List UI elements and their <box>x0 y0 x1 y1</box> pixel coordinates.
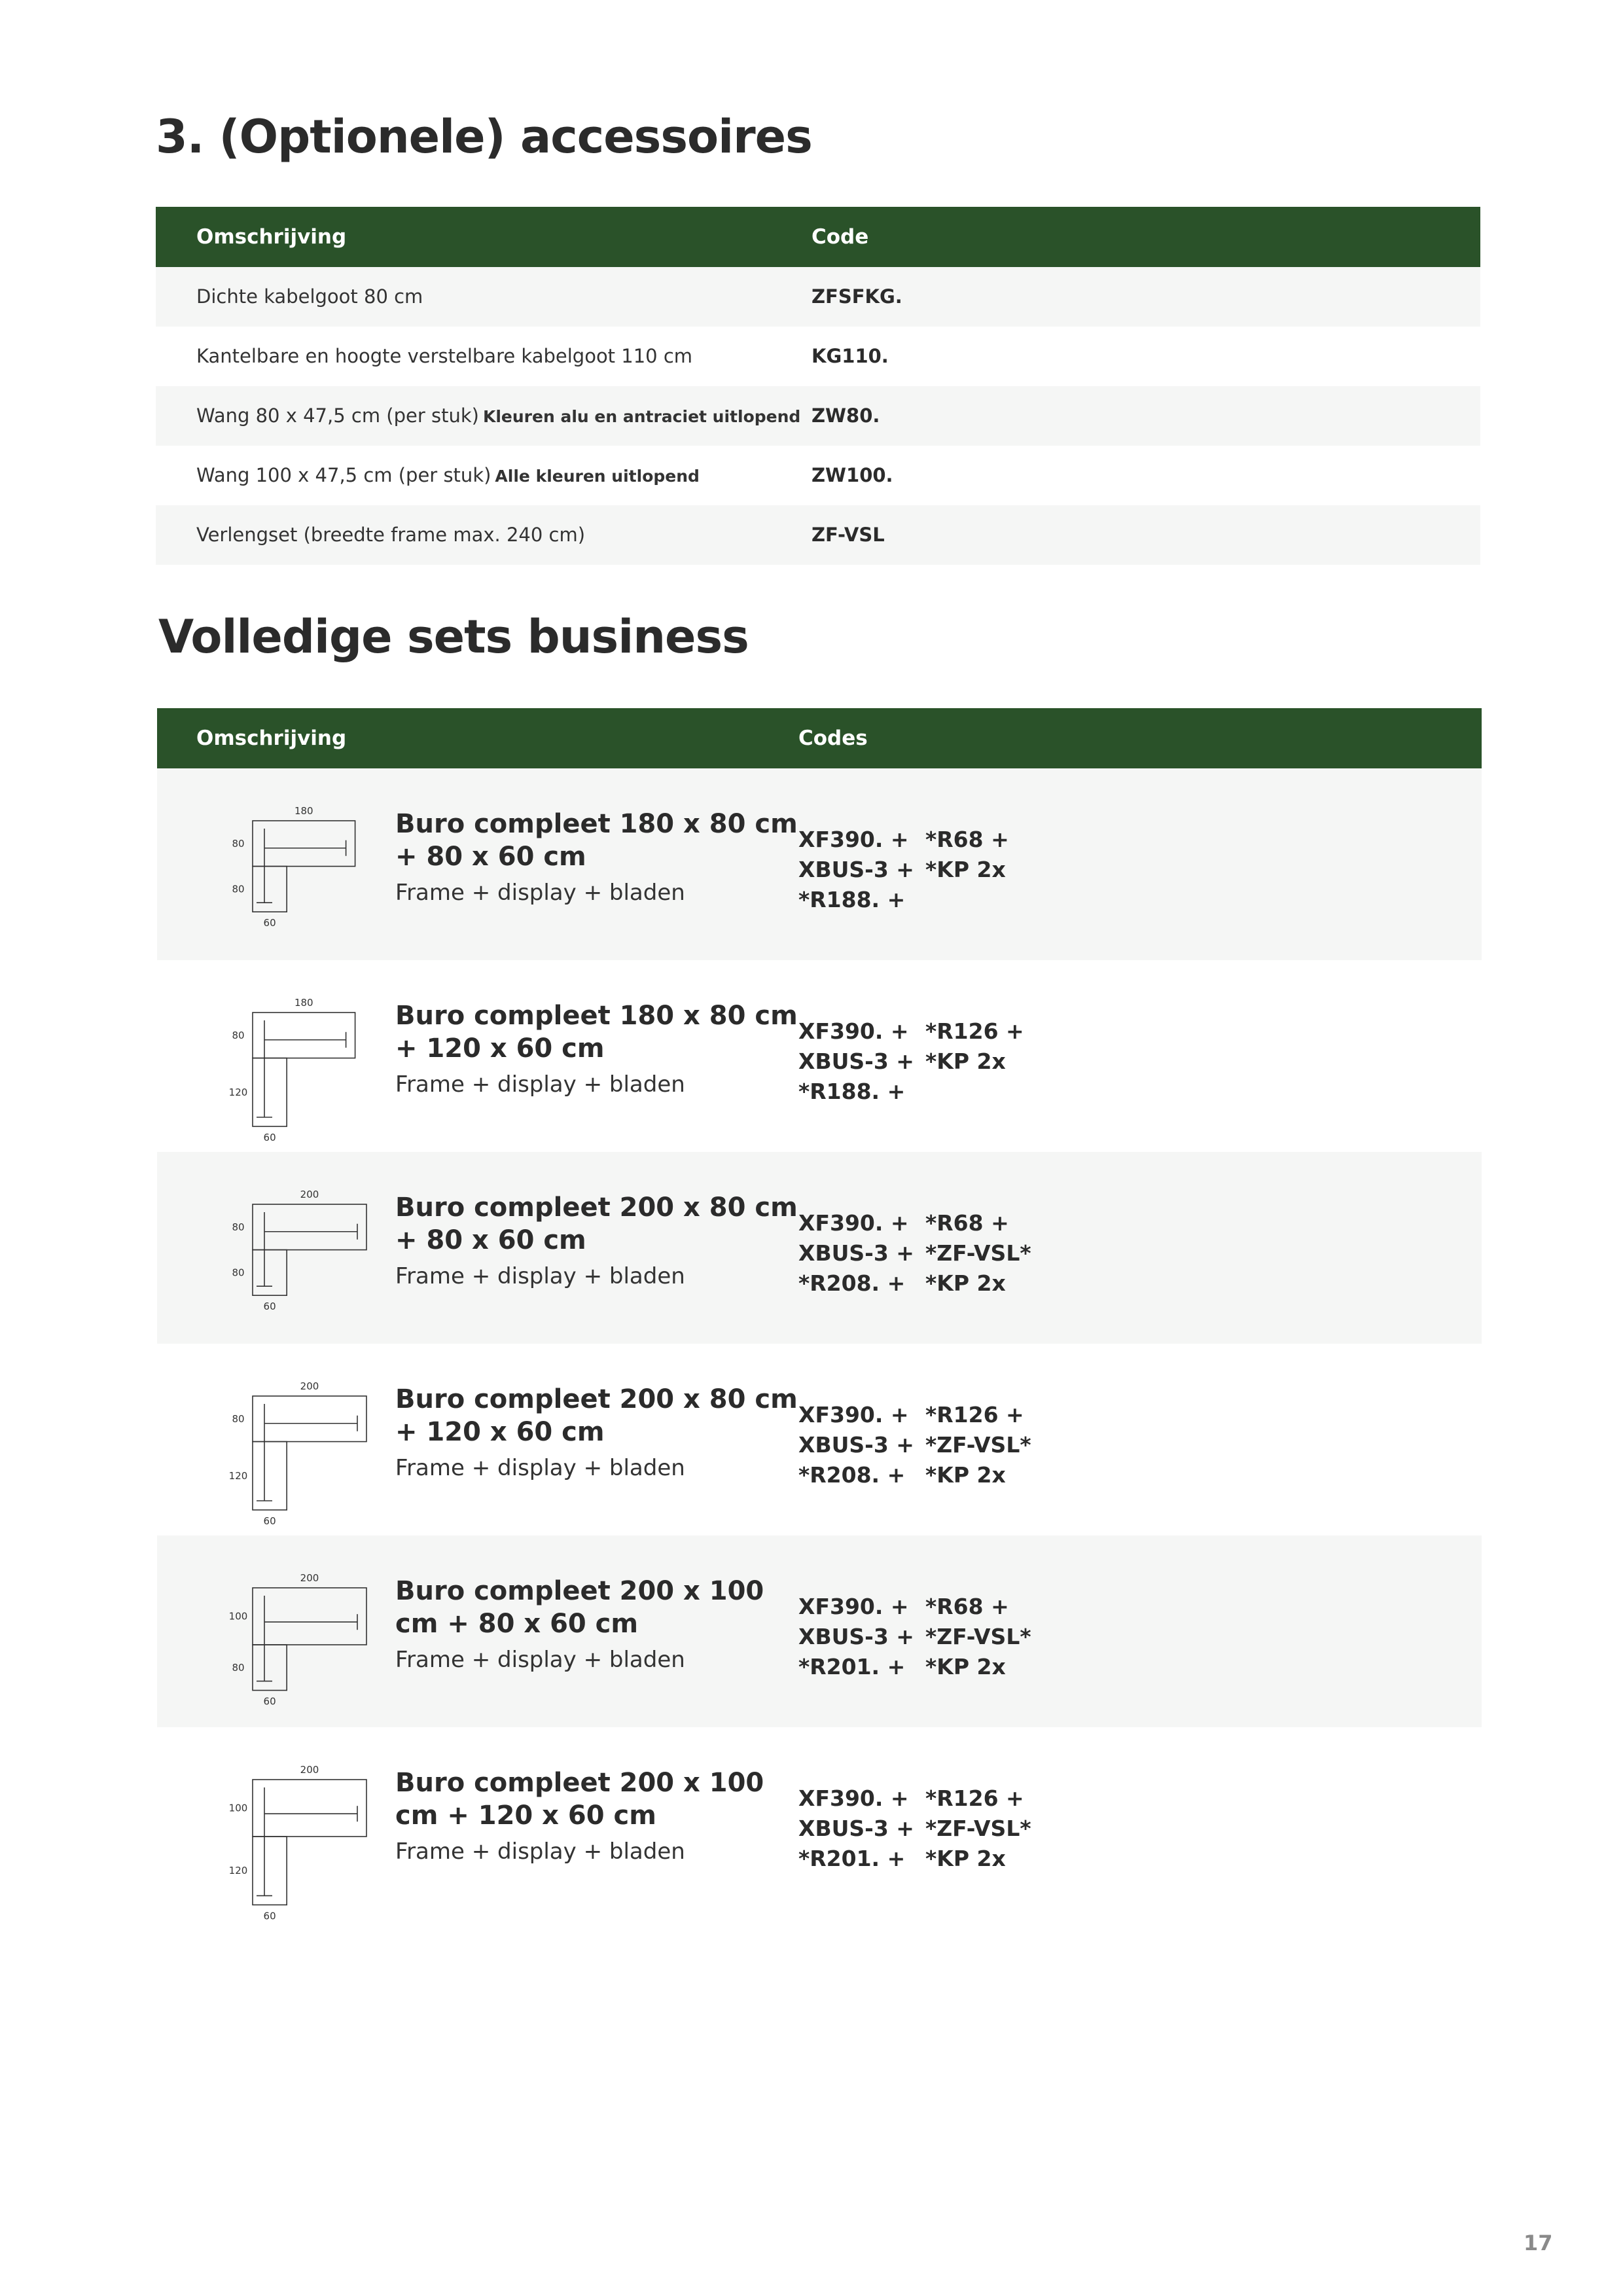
depth-label: 80 <box>232 837 245 850</box>
extension-length-label: 120 <box>228 1865 248 1877</box>
extension-desk-outline <box>253 867 287 912</box>
set-subtitle: Frame + display + bladen <box>395 1263 685 1289</box>
row-code: ZF-VSL <box>812 524 885 546</box>
desk-layout-diagram <box>200 795 370 952</box>
set-code: *R188. + <box>798 887 906 912</box>
row-description: Wang 80 x 47,5 cm (per stuk) Kleuren alu en antraciet uitlopend <box>196 404 801 427</box>
extension-desk-outline <box>253 1442 287 1510</box>
set-code: *R201. + <box>798 1846 906 1871</box>
row-code: ZW100. <box>812 464 893 486</box>
set-code: *R208. + <box>798 1270 906 1296</box>
set-codes-column <box>798 1208 914 1299</box>
set-code: XF390. + <box>798 1785 909 1811</box>
set-code: *ZF-VSL* <box>925 1816 1031 1841</box>
table-row <box>156 505 1480 565</box>
set-row <box>157 768 1482 960</box>
extension-width-label: 60 <box>263 917 276 929</box>
set-codes-column <box>798 1400 914 1490</box>
set-code: *R68 + <box>925 1594 1009 1619</box>
set-subtitle: Frame + display + bladen <box>395 1647 685 1673</box>
set-title: Buro compleet 200 x 100 cm + 120 x 60 cm <box>395 1768 764 1831</box>
set-row <box>157 1344 1482 1535</box>
desk-layout-diagram <box>200 1562 370 1719</box>
sets-table <box>157 708 1482 1922</box>
row-code: KG110. <box>812 345 889 367</box>
depth-label: 80 <box>232 1221 245 1233</box>
set-subtitle: Frame + display + bladen <box>395 880 685 906</box>
main-desk-outline <box>253 1780 366 1837</box>
set-codes-column <box>925 825 1009 885</box>
sets-table-header <box>157 708 1482 768</box>
row-note: Alle kleuren uitlopend <box>495 467 700 486</box>
set-code: *R126 + <box>925 1402 1024 1427</box>
extension-width-label: 60 <box>263 1515 276 1527</box>
extension-length-label: 80 <box>232 1661 245 1674</box>
set-code: XBUS-3 + <box>798 1624 914 1649</box>
set-code: *KP 2x <box>925 857 1006 882</box>
set-code: XF390. + <box>798 1594 909 1619</box>
set-row <box>157 1535 1482 1727</box>
set-codes-column <box>925 1016 1024 1077</box>
main-desk-outline <box>253 1013 355 1058</box>
row-note: Kleuren alu en antraciet uitlopend <box>482 407 801 426</box>
set-code: XF390. + <box>798 827 909 852</box>
set-code: XF390. + <box>798 1018 909 1044</box>
main-desk-outline <box>253 1396 366 1442</box>
extension-desk-outline <box>253 1058 287 1126</box>
table-row <box>156 386 1480 446</box>
set-code: *KP 2x <box>925 1654 1006 1679</box>
set-code: *R201. + <box>798 1654 906 1679</box>
set-codes-column <box>798 825 914 915</box>
set-subtitle: Frame + display + bladen <box>395 1839 685 1865</box>
depth-label: 100 <box>228 1610 248 1623</box>
set-code: *R126 + <box>925 1018 1024 1044</box>
set-codes-column <box>925 1784 1031 1874</box>
accessories-table <box>156 207 1480 565</box>
set-code: *KP 2x <box>925 1846 1006 1871</box>
width-label: 200 <box>300 1380 319 1392</box>
set-title: Buro compleet 180 x 80 cm + 120 x 60 cm <box>395 1001 798 1064</box>
set-codes-column <box>925 1208 1031 1299</box>
set-code: XBUS-3 + <box>798 1816 914 1841</box>
section-title-sets: Volledige sets business <box>158 610 749 664</box>
main-desk-outline <box>253 1204 366 1250</box>
set-code: *R208. + <box>798 1462 906 1488</box>
desk-layout-diagram <box>200 1178 370 1335</box>
accessories-table-header <box>156 207 1480 267</box>
extension-width-label: 60 <box>263 1132 276 1143</box>
table-row <box>156 446 1480 505</box>
desk-layout-diagram <box>200 1370 370 1527</box>
column-header-description: Omschrijving <box>196 726 347 750</box>
main-desk-outline <box>253 1588 366 1645</box>
set-row <box>157 960 1482 1152</box>
set-code: XBUS-3 + <box>798 1049 914 1074</box>
set-code: XBUS-3 + <box>798 1432 914 1458</box>
width-label: 200 <box>300 1764 319 1776</box>
set-code: *R126 + <box>925 1785 1024 1811</box>
extension-length-label: 120 <box>228 1469 248 1482</box>
page-number: 17 <box>1524 2231 1553 2255</box>
set-title: Buro compleet 200 x 100 cm + 80 x 60 cm <box>395 1576 764 1639</box>
extension-length-label: 80 <box>232 1266 245 1279</box>
extension-width-label: 60 <box>263 1910 276 1922</box>
desk-layout-diagram <box>200 986 370 1143</box>
column-header-description: Omschrijving <box>196 225 347 249</box>
row-description: Verlengset (breedte frame max. 240 cm) <box>196 524 586 546</box>
set-codes-column <box>925 1592 1031 1682</box>
set-code: *R68 + <box>925 1210 1009 1236</box>
row-description: Kantelbare en hoogte verstelbare kabelgoot 110 cm <box>196 345 693 367</box>
depth-label: 80 <box>232 1412 245 1425</box>
width-label: 180 <box>294 805 313 817</box>
set-code: *KP 2x <box>925 1270 1006 1296</box>
width-label: 200 <box>300 1572 319 1584</box>
extension-desk-outline <box>253 1837 287 1905</box>
set-code: *ZF-VSL* <box>925 1624 1031 1649</box>
set-code: *R188. + <box>798 1079 906 1104</box>
extension-width-label: 60 <box>263 1695 276 1708</box>
set-code: *R68 + <box>925 827 1009 852</box>
column-header-codes: Codes <box>798 726 868 750</box>
width-label: 200 <box>300 1189 319 1200</box>
extension-length-label: 120 <box>228 1086 248 1098</box>
row-description: Wang 100 x 47,5 cm (per stuk) Alle kleuren uitlopend <box>196 464 700 486</box>
sets-rows <box>157 768 1482 1922</box>
row-code: ZFSFKG. <box>812 285 902 308</box>
set-code: *ZF-VSL* <box>925 1240 1031 1266</box>
set-title: Buro compleet 180 x 80 cm + 80 x 60 cm <box>395 809 798 872</box>
row-code: ZW80. <box>812 404 880 427</box>
set-subtitle: Frame + display + bladen <box>395 1071 685 1098</box>
set-codes-column <box>798 1016 914 1107</box>
row-description: Dichte kabelgoot 80 cm <box>196 285 423 308</box>
desk-layout-diagram <box>200 1753 370 1922</box>
set-title: Buro compleet 200 x 80 cm + 120 x 60 cm <box>395 1384 798 1447</box>
set-row <box>157 1152 1482 1344</box>
section-title-accessories: 3. (Optionele) accessoires <box>156 110 812 164</box>
extension-width-label: 60 <box>263 1300 276 1313</box>
set-code: XBUS-3 + <box>798 1240 914 1266</box>
depth-label: 100 <box>228 1802 248 1814</box>
extension-length-label: 80 <box>232 883 245 895</box>
set-code: *KP 2x <box>925 1049 1006 1074</box>
depth-label: 80 <box>232 1029 245 1041</box>
table-row <box>156 327 1480 386</box>
set-title: Buro compleet 200 x 80 cm + 80 x 60 cm <box>395 1193 798 1255</box>
width-label: 180 <box>294 997 313 1009</box>
extension-desk-outline <box>253 1250 287 1296</box>
set-code: XF390. + <box>798 1402 909 1427</box>
set-subtitle: Frame + display + bladen <box>395 1455 685 1481</box>
column-header-code: Code <box>812 225 869 249</box>
set-code: XBUS-3 + <box>798 857 914 882</box>
set-code: *KP 2x <box>925 1462 1006 1488</box>
set-codes-column <box>798 1784 914 1874</box>
set-code: *ZF-VSL* <box>925 1432 1031 1458</box>
extension-desk-outline <box>253 1645 287 1691</box>
table-row <box>156 267 1480 327</box>
main-desk-outline <box>253 821 355 867</box>
set-codes-column <box>798 1592 914 1682</box>
set-row <box>157 1727 1482 1922</box>
set-code: XF390. + <box>798 1210 909 1236</box>
set-codes-column <box>925 1400 1031 1490</box>
